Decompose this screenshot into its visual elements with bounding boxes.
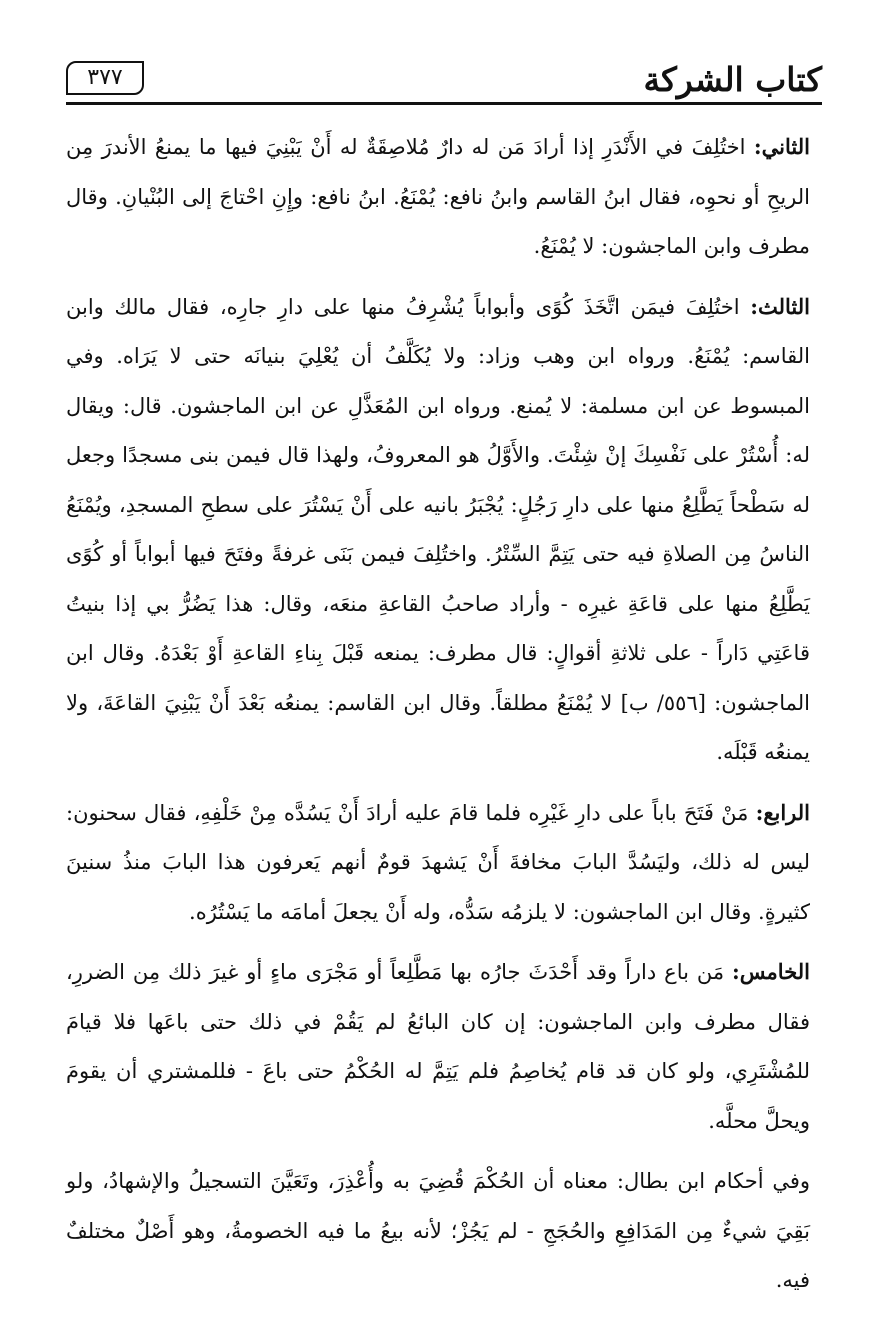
paragraph-lead: الرابع: [755, 799, 810, 825]
paragraph-text: اختُلِفَ في الأَنْدَرِ إذا أرادَ مَن له دارٌ مُلاصِقَةٌ له أَنْ يَبْنِيَ فيها ما يمنعُ الأندرَ مِن الريحِ أو نحوِه، فقال ابنُ القاسم وابنُ نافع: يُمْنَعُ. ابنُ نافع: وإِنِ احْتاجَ إلى البُنْيانِ. وقال مطرف وابن الماجشون: لا يُمْنَعُ. [66, 135, 810, 258]
paragraph-lead: الثاني: [753, 134, 810, 159]
paragraph-text: مَنْ فَتَحَ باباً على دارِ غَيْرِه فلما قامَ عليه أرادَ أَنْ يَسُدَّه مِنْ خَلْفِهِ، فقال سحنون: ليس له ذلك، وليَسُدَّ البابَ مخافةَ أَنْ يَشهدَ قومٌ أنهم يَعرفون هذا البابَ منذُ سنينَ كثيرةٍ. وقال ابن الماجشون: لا يلزمُه سَدُّه، وله أَنْ يجعلَ أمامَه ما يَسْتُرُه. [66, 800, 810, 924]
paragraph-fifth [66, 947, 810, 1146]
main-text [66, 122, 810, 1316]
paragraph-fourth [66, 788, 810, 938]
paragraph-text: اختُلِفَ فيمَن اتَّخَذَ كُوًى وأبواباً يُشْرِفُ منها على دارِ جارِه، فقال مالك وابن القاسم: يُمْنَعُ. ورواه ابن وهب وزاد: ولا يُكَلَّفُ أن يُعْلِيَ بنيانَه حتى لا يَرَاه. وفي المبسوط عن ابن مسلمة: لا يُمنع. ورواه ابن المُعَذَّلِ عن ابن الماجشون. قال: ويقال له: أُسْتُرْ على نَفْسِكَ إنْ شِئْتَ. والأَوَّلُ هو المعروفُ، ولهذا قال فيمن بنى مسجدًا وجعل له سَطْحاً يَطَّلِعُ منها على دارِ رَجُلٍ: يُجْبَرُ بانيه على أَنْ يَسْتُرَ على سطحِ المسجدِ، ويُمْنَعُ الناسُ مِن الصلاةِ فيه حتى يَتِمَّ السِّتْرُ. واختُلِفَ فيمن بَنَى غرفةً وفتَحَ فيها أبواباً أو كُوًى يَطَّلِعُ منها على قاعَةِ غيرِه - وأراد صاحبُ القاعةِ منعَه، وقال: هذا يَضُرُّ بي إذا بنيتُ قاعَتِي دَاراً - على ثلاثةِ أقوالٍ: قال مطرف: يمنعه قَبْلَ بِناءِ القاعةِ أَوْ بَعْدَهُ. وقال ابن الماجشون: [٥٥٦/ ب] لا يُمْنَعُ مطلقاً. وقال ابن القاسم: يمنعُه بَعْدَ أَنْ يَبْنِيَ القاعَةَ، ولا يمنعُه قَبْلَه. [66, 294, 811, 764]
paragraph-lead: الثالث: [750, 293, 810, 319]
book-title: كتاب الشركة [643, 60, 822, 99]
paragraph-text: وفي أحكام ابن بطال: معناه أن الحُكْمَ قُضِيَ به وأُعْذِرَ، وتَعَيَّنَ التسجيلُ والإشهادُ، ولو بَقِيَ شيءٌ مِن المَدَافِعِ والحُجَجِ - لم يَجُزْ؛ لأنه بيعُ ما فيه الخصومةُ، وهو أَصْلٌ مختلفٌ فيه. [66, 1169, 810, 1292]
page-number: ٣٧٧ [66, 61, 144, 95]
header-divider [66, 102, 822, 105]
paragraph-third [66, 282, 810, 778]
page-header [66, 58, 822, 110]
paragraph-text: مَن باع داراً وقد أَحْدَثَ جارُه بها مَطَّلِعاً أو مَجْرَى ماءٍ أو غيرَ ذلك مِن الضررِ، فقال مطرف وابن الماجشون: إن كان البائعُ لم يَقُمْ في ذلك حتى باعَها فلا قيامَ للمُشْتَرِي، ولو كان قد قام يُخاصِمُ فلم يَتِمَّ له الحُكْمُ حتى باعَ - فللمشتري أن يقومَ ويحلَّ محلَّه. [66, 960, 810, 1133]
paragraph-ibn-battal [66, 1156, 810, 1306]
paragraph-second [66, 122, 810, 272]
paragraph-lead: الخامس: [732, 959, 810, 984]
